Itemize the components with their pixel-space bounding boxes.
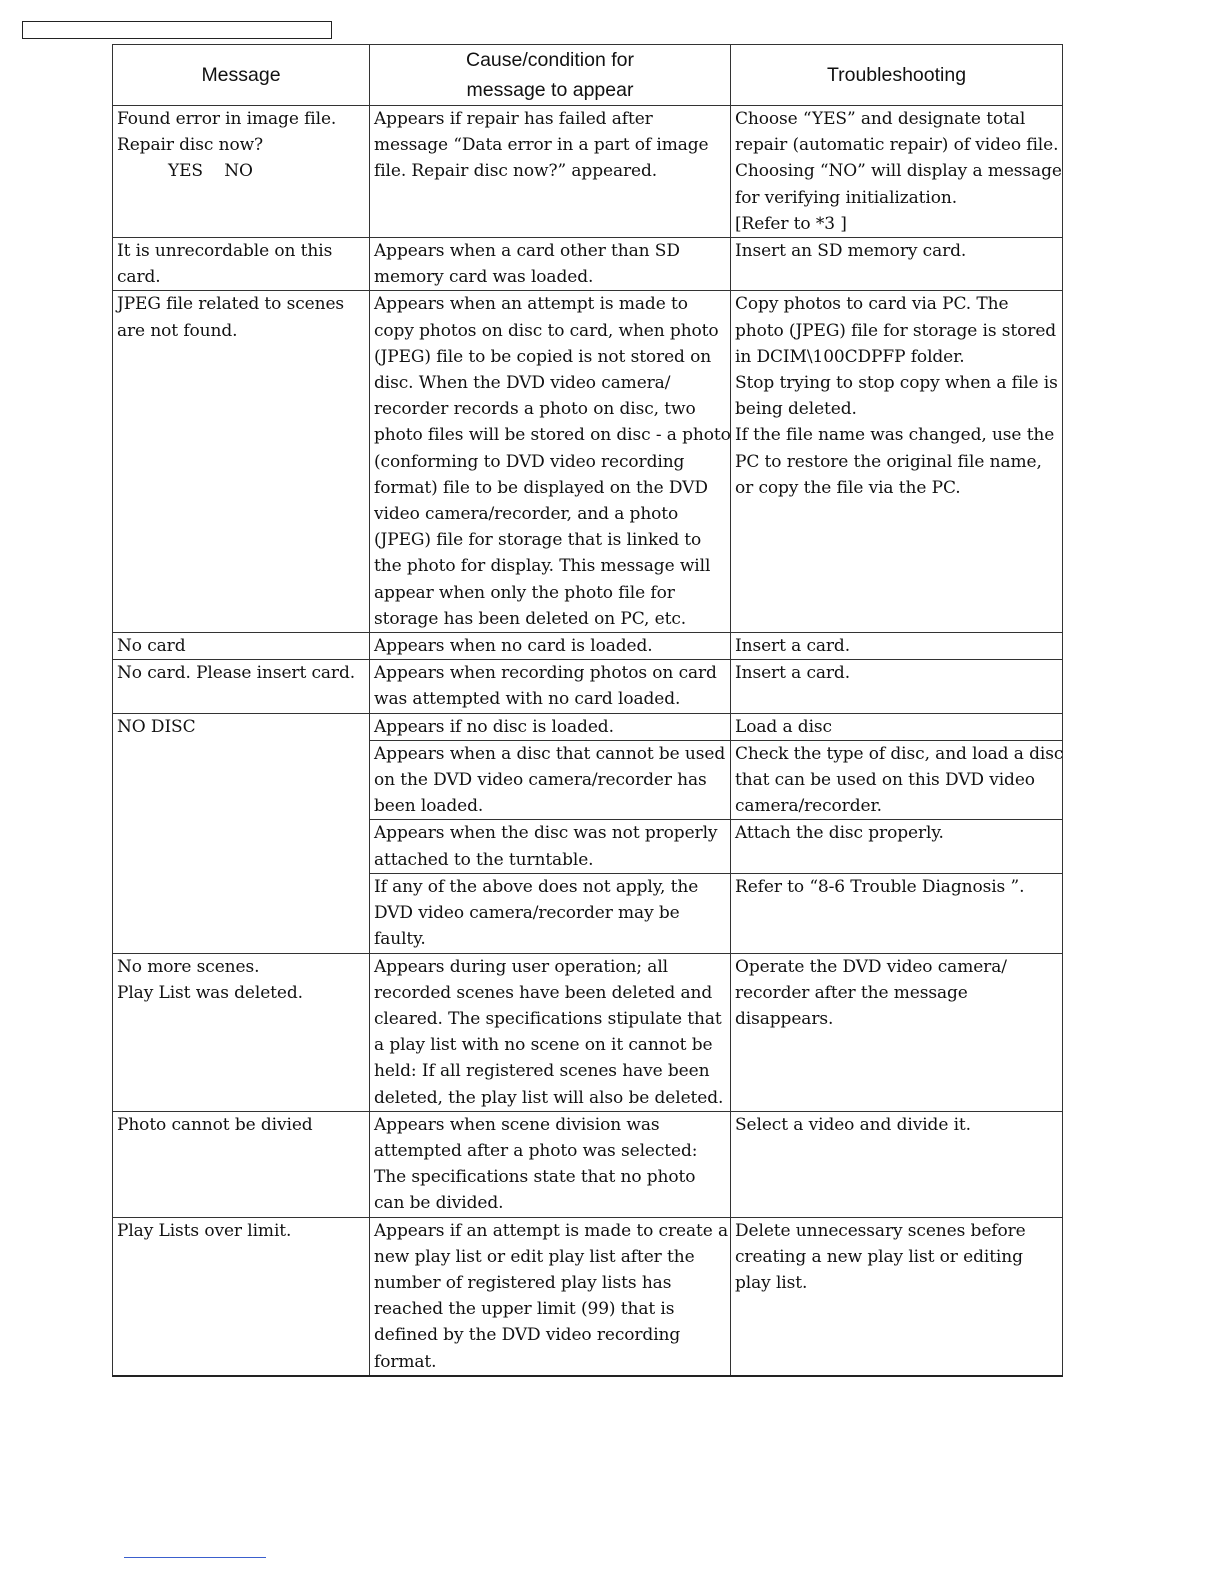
fix-line: being deleted. — [735, 399, 857, 420]
fix-line: photo (JPEG) file for storage is stored — [735, 320, 1057, 341]
cause-cell — [370, 660, 731, 713]
message-line: JPEG file related to scenes — [117, 294, 345, 315]
table-row — [113, 633, 1063, 660]
cause-line: been loaded. — [374, 796, 484, 817]
cause-cell — [370, 953, 731, 1111]
message-cell — [113, 291, 370, 633]
cause-line: the photo for display. This message will — [374, 556, 711, 577]
message-cell — [113, 953, 370, 1111]
cause-line: was attempted with no card loaded. — [374, 689, 681, 710]
cause-cell — [370, 740, 731, 820]
cause-line: attached to the turntable. — [374, 849, 594, 870]
fix-line: Attach the disc properly. — [735, 823, 944, 844]
cause-cell — [370, 106, 731, 238]
message-line: Photo cannot be divied — [117, 1114, 313, 1135]
message-table — [112, 44, 1063, 1377]
fix-line: or copy the file via the PC. — [735, 477, 961, 498]
cause-line: photo files will be stored on disc - a photo — [374, 425, 731, 446]
fix-line: camera/recorder. — [735, 796, 882, 817]
cause-line: format. — [374, 1351, 437, 1372]
message-cell — [113, 106, 370, 238]
message-line: card. — [117, 267, 161, 288]
fix-cell — [731, 238, 1063, 291]
cause-line: Appears when scene division was — [374, 1114, 660, 1135]
cause-line: appear when only the photo file for — [374, 582, 675, 603]
fix-line: Delete unnecessary scenes before — [735, 1220, 1026, 1241]
fix-line: Load a disc — [735, 716, 832, 737]
no-option: NO — [224, 161, 253, 182]
footer-link-line[interactable] — [124, 1557, 266, 1558]
cause-line: storage has been deleted on PC, etc. — [374, 608, 687, 629]
cause-cell — [370, 713, 731, 740]
cause-line: file. Repair disc now?” appeared. — [374, 161, 658, 182]
fix-cell — [731, 713, 1063, 740]
cause-line: video camera/recorder, and a photo — [374, 504, 679, 525]
cause-line: faulty. — [374, 929, 426, 950]
fix-line: Check the type of disc, and load a disc — [735, 743, 1064, 764]
cause-line: Appears if no disc is loaded. — [374, 716, 614, 737]
yes-no-options — [117, 158, 367, 184]
fix-line: Select a video and divide it. — [735, 1114, 971, 1135]
cause-line: Appears when recording photos on card — [374, 663, 717, 684]
table-header-row — [113, 45, 1063, 106]
cause-cell — [370, 633, 731, 660]
cause-line: Appears when the disc was not properly — [374, 823, 718, 844]
fix-line: repair (automatic repair) of video file. — [735, 135, 1059, 156]
cause-line: new play list or edit play list after the — [374, 1246, 695, 1267]
table-row — [113, 713, 1063, 740]
cause-line: format) file to be displayed on the DVD — [374, 477, 708, 498]
cause-line: recorder records a photo on disc, two — [374, 399, 696, 420]
cause-line: Appears when a disc that cannot be used — [374, 743, 726, 764]
fix-line: Choosing “NO” will display a message — [735, 161, 1062, 182]
table-row — [113, 1111, 1063, 1217]
header-message: Message — [113, 45, 370, 106]
cause-cell — [370, 291, 731, 633]
cause-line: held: If all registered scenes have been — [374, 1061, 710, 1082]
table-row — [113, 106, 1063, 238]
cause-cell — [370, 238, 731, 291]
message-line: No card. Please insert card. — [117, 663, 356, 684]
message-cell — [113, 633, 370, 660]
table-row — [113, 953, 1063, 1111]
cause-line: on the DVD video camera/recorder has — [374, 770, 707, 791]
message-line: Found error in image file. — [117, 109, 337, 129]
message-line: Repair disc now? — [117, 135, 264, 156]
cause-line: reached the upper limit (99) that is — [374, 1299, 675, 1320]
cause-line: Appears if an attempt is made to create a — [374, 1220, 729, 1241]
message-cell — [113, 713, 370, 953]
cause-line: (JPEG) file to be copied is not stored on — [374, 346, 712, 367]
message-line: are not found. — [117, 320, 238, 341]
fix-line: Copy photos to card via PC. The — [735, 294, 1009, 315]
fix-line: If the file name was changed, use the — [735, 425, 1055, 446]
cause-line: Appears when no card is loaded. — [374, 636, 653, 657]
cause-line: memory card was loaded. — [374, 267, 594, 288]
fix-cell — [731, 106, 1063, 238]
fix-line: Stop trying to stop copy when a file is — [735, 373, 1058, 394]
fix-line: Insert a card. — [735, 663, 851, 684]
header-troubleshooting: Troubleshooting — [731, 45, 1063, 106]
cause-line: number of registered play lists has — [374, 1272, 672, 1293]
fix-line: PC to restore the original file name, — [735, 451, 1042, 472]
fix-cell — [731, 953, 1063, 1111]
table-row — [113, 1217, 1063, 1376]
cause-line: (conforming to DVD video recording — [374, 451, 685, 472]
header-cause — [370, 45, 731, 106]
cause-line: DVD video camera/recorder may be — [374, 903, 680, 924]
fix-line: in DCIM\100CDPFP folder. — [735, 346, 965, 367]
cause-line: The specifications state that no photo — [374, 1167, 696, 1188]
cause-cell — [370, 873, 731, 953]
fix-line: disappears. — [735, 1008, 834, 1029]
cause-line: attempted after a photo was selected: — [374, 1140, 698, 1161]
cause-line: message “Data error in a part of image — [374, 135, 709, 156]
cause-line: Appears when a card other than SD — [374, 241, 680, 262]
message-cell — [113, 1217, 370, 1376]
fix-line: that can be used on this DVD video — [735, 770, 1035, 791]
message-cell — [113, 660, 370, 713]
message-cell — [113, 238, 370, 291]
cause-line: deleted, the play list will also be deleted. — [374, 1087, 724, 1108]
cause-cell — [370, 1217, 731, 1376]
fix-line: Choose “YES” and designate total — [735, 109, 1026, 129]
cause-line: Appears when an attempt is made to — [374, 294, 688, 315]
message-line: It is unrecordable on this — [117, 241, 333, 262]
cause-line: cleared. The specifications stipulate that — [374, 1008, 722, 1029]
table-row — [113, 291, 1063, 633]
fix-cell — [731, 740, 1063, 820]
header-box — [22, 21, 332, 39]
cause-cell — [370, 1111, 731, 1217]
fix-cell — [731, 660, 1063, 713]
fix-line: creating a new play list or editing — [735, 1246, 1023, 1267]
fix-line: for verifying initialization. — [735, 187, 958, 208]
fix-line: Refer to “8-6 Trouble Diagnosis ”. — [735, 876, 1025, 897]
message-line: Play Lists over limit. — [117, 1220, 292, 1241]
fix-line: Operate the DVD video camera/ — [735, 956, 1007, 977]
message-line: NO DISC — [117, 716, 196, 737]
cause-line: recorded scenes have been deleted and — [374, 982, 713, 1003]
fix-cell — [731, 873, 1063, 953]
cause-line: can be divided. — [374, 1193, 504, 1214]
cause-line: Appears if repair has failed after — [374, 109, 653, 129]
fix-line: recorder after the message — [735, 982, 968, 1003]
fix-line: [Refer to *3 ] — [735, 213, 847, 234]
fix-line: Insert an SD memory card. — [735, 241, 967, 262]
cause-line: Appears during user operation; all — [374, 956, 669, 977]
cause-line: defined by the DVD video recording — [374, 1325, 681, 1346]
table-row — [113, 660, 1063, 713]
fix-cell — [731, 820, 1063, 873]
fix-line: play list. — [735, 1272, 808, 1293]
cause-cell — [370, 820, 731, 873]
cause-line: a play list with no scene on it cannot be — [374, 1035, 713, 1056]
cause-line: copy photos on disc to card, when photo — [374, 320, 719, 341]
cause-line: disc. When the DVD video camera/ — [374, 373, 671, 394]
message-line: Play List was deleted. — [117, 982, 303, 1003]
message-line: No more scenes. — [117, 956, 260, 977]
message-cell — [113, 1111, 370, 1217]
table-row — [113, 238, 1063, 291]
fix-cell — [731, 1111, 1063, 1217]
fix-line: Insert a card. — [735, 636, 851, 657]
fix-cell — [731, 633, 1063, 660]
fix-cell — [731, 291, 1063, 633]
cause-line: If any of the above does not apply, the — [374, 876, 699, 897]
fix-cell — [731, 1217, 1063, 1376]
message-line: No card — [117, 636, 186, 657]
header-cause-line: message to appear — [466, 79, 634, 101]
cause-line: (JPEG) file for storage that is linked to — [374, 530, 702, 551]
header-cause-line: Cause/condition for — [465, 49, 635, 71]
yes-option: YES — [168, 161, 203, 182]
